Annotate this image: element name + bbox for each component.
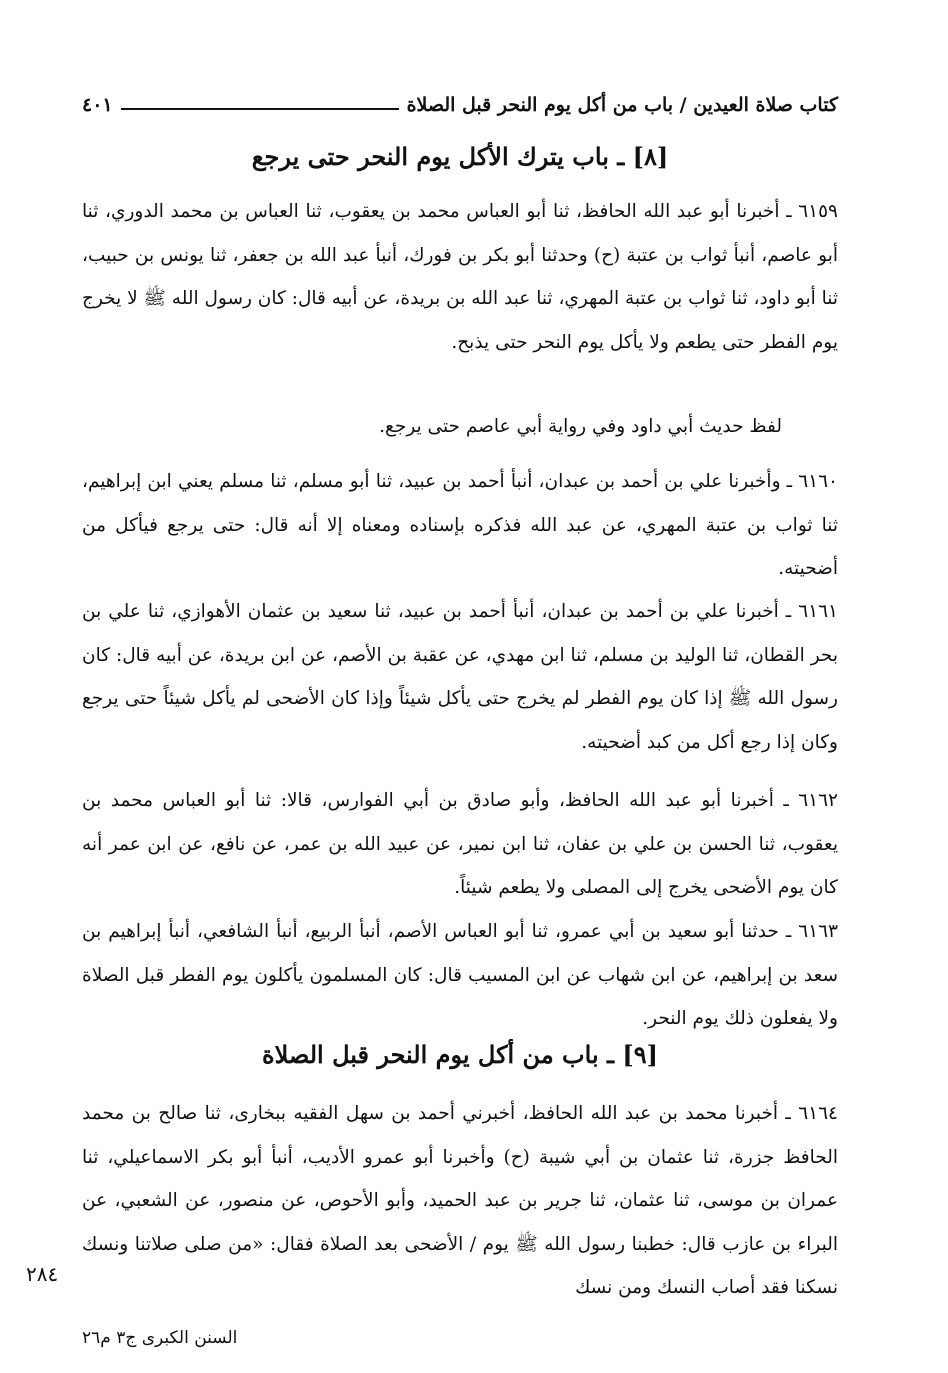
- hadith-6164: ٦١٦٤ ـ أخبرنا محمد بن عبد الله الحافظ، أخبرني أحمد بن سهل الفقيه ببخارى، ثنا صالح بن محمد الحافظ جزرة، ثنا عثمان بن أبي شيبة (ح) وأخبرنا أبو عمرو الأديب، أنبأ أبو بكر الاسماعيلي، ثنا عمران بن موسى، ثنا عثمان، ثنا جرير بن عبد الحميد، وأبو الأحوص، عن منصور، عن الشعبي، عن البراء بن عازب قال: خطبنا رسول الله ﷺ يوم / الأضحى بعد الصلاة فقال: «من صلى صلاتنا ونسك نسكنا فقد أصاب النسك ومن نسك: [82, 1103, 838, 1298]
- running-header: [82, 88, 838, 122]
- hadith-6159: ٦١٥٩ ـ أخبرنا أبو عبد الله الحافظ، ثنا أبو العباس محمد بن يعقوب، ثنا العباس بن محمد الدوري، ثنا أبو عاصم، أنبأ ثواب بن عتبة (ح) وحدثنا أبو بكر بن فورك، أنبأ عبد الله بن جعفر، ثنا يونس بن حبيب، ثنا أبو داود، ثنا ثواب بن عتبة المهري، ثنا عبد الله بن بريدة، عن أبيه قال: كان رسول الله ﷺ لا يخرج يوم الفطر حتى يطعم ولا يأكل يوم النحر حتى يذبح.: [82, 201, 838, 353]
- hadith-6163: ٦١٦٣ ـ حدثنا أبو سعيد بن أبي عمرو، ثنا أبو العباس الأصم، أنبأ الربيع، أنبأ الشافعي، أنبأ إبراهيم بن سعد بن إبراهيم، عن ابن شهاب عن ابن المسيب قال: كان المسلمون يأكلون يوم الفطر قبل الصلاة ولا يفعلون ذلك يوم النحر.: [82, 921, 838, 1029]
- running-header-title: كتاب صلاة العيدين / باب من أكل يوم النحر قبل الصلاة: [406, 94, 838, 116]
- hadith-6162: ٦١٦٢ ـ أخبرنا أبو عبد الله الحافظ، وأبو صادق بن أبي الفوارس، قالا: ثنا أبو العباس محمد بن يعقوب، ثنا الحسن بن علي بن عفان، ثنا ابن نمير، عن عبيد الله بن عمر، عن نافع، عن ابن عمر أنه كان يوم الأضحى يخرج إلى المصلى ولا يطعم شيئاً.: [82, 790, 838, 898]
- note-abu-dawud: لفظ حديث أبي داود وفي رواية أبي عاصم حتى يرجع.: [379, 416, 782, 437]
- margin-page-number: ٢٨٤: [26, 1262, 59, 1286]
- chapter-heading-8: [٨] ـ باب يترك الأكل يوم النحر حتى يرجع: [251, 142, 669, 171]
- page-number: ٤٠١: [82, 94, 113, 116]
- hadith-6161: ٦١٦١ ـ أخبرنا علي بن أحمد بن عبدان، أنبأ أحمد بن عبيد، ثنا سعيد بن عثمان الأهوازي، ثنا علي بن بحر القطان، ثنا الوليد بن مسلم، ثنا ابن مهدي، عن عقبة بن الأصم، عن ابن بريدة، عن أبيه قال: كان رسول الله ﷺ إذا كان يوم الفطر لم يخرج حتى يأكل شيئاً وإذا كان الأضحى لم يأكل شيئاً حتى يرجع وكان إذا رجع أكل من كبد أضحيته.: [82, 601, 838, 753]
- hadith-6160: ٦١٦٠ ـ وأخبرنا علي بن أحمد بن عبدان، أنبأ أحمد بن عبيد، ثنا أبو مسلم، ثنا مسلم يعني ابن إبراهيم، ثنا ثواب بن عتبة المهري، عن عبد الله فذكره بإسناده ومعناه إلا أنه قال: حتى يرجع فيأكل من أضحيته.: [82, 471, 838, 579]
- footer-signature: السنن الكبرى ج٣ م٢٦: [82, 1328, 238, 1348]
- chapter-heading-9: [٩] ـ باب من أكل يوم النحر قبل الصلاة: [262, 1040, 658, 1069]
- header-rule: [121, 108, 399, 110]
